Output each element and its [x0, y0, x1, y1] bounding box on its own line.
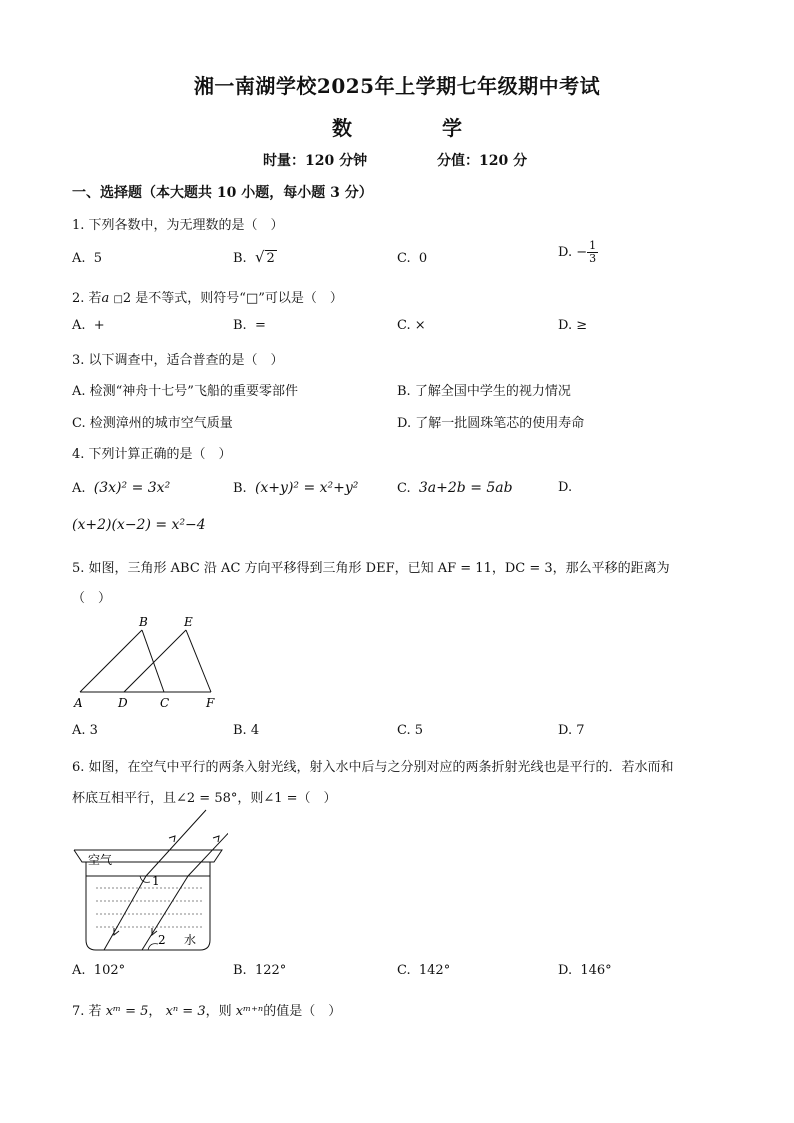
- question-4-option-d-label: D.: [558, 480, 573, 495]
- incident-ray-2: [188, 810, 228, 876]
- question-2-stem: 2. 若a □2 是不等式，则符号“□”可以是（ ）: [72, 291, 343, 306]
- translation-triangle-figure: [66, 612, 226, 712]
- question-6-option-b: B. 122°: [233, 963, 287, 978]
- question-2-option-c: C. ×: [397, 318, 426, 333]
- question-5-option-b: B. 4: [233, 723, 260, 738]
- label-b: B: [139, 615, 148, 629]
- question-3-option-c: C. 检测漳州的城市空气质量: [72, 416, 233, 431]
- air-label: 空气: [88, 853, 113, 867]
- question-1-option-d: D. − $\frac{1}{3}$: [558, 239, 597, 265]
- segment-bc: [142, 630, 164, 692]
- question-7-stem: 7. 若 xᵐ = 5， xⁿ = 3，则 xᵐ⁺ⁿ的值是（ ）: [72, 1004, 342, 1019]
- question-5-stem-line2: （ ）: [72, 591, 112, 606]
- label-f: F: [206, 696, 215, 710]
- water-label: 水: [184, 933, 197, 947]
- fraction-one-third: $\frac{1}{3}$: [589, 239, 597, 265]
- question-5-option-d: D. 7: [558, 723, 585, 738]
- exam-time: 时量：120 分钟: [263, 153, 368, 169]
- question-3-option-b: B. 了解全国中学生的视力情况: [397, 384, 571, 399]
- question-5-option-a: A. 3: [72, 723, 98, 738]
- question-6-option-a: A. 102°: [72, 963, 126, 978]
- exam-score: 分值：120 分: [437, 153, 528, 169]
- question-3-stem: 3. 以下调查中，适合普查的是（ ）: [72, 353, 284, 368]
- section-heading-choice: 一、选择题（本大题共 10 小题，每小题 3 分）: [72, 185, 373, 201]
- question-1-option-b: B. √ 2: [233, 248, 275, 266]
- label-e: E: [184, 615, 193, 629]
- arrow-icon: [169, 836, 175, 842]
- question-6-option-c: C. 142°: [397, 963, 451, 978]
- question-1-option-a: A. 5: [72, 251, 103, 266]
- subject-char-a: 数: [332, 116, 353, 140]
- label-a: A: [74, 696, 83, 710]
- light-refraction-figure: [68, 808, 228, 958]
- arrow-icon: [213, 836, 219, 842]
- question-4-stem: 4. 下列计算正确的是（ ）: [72, 447, 232, 462]
- label-c: C: [160, 696, 170, 710]
- question-6-stem-line2: 杯底互相平行，且∠2 = 58°，则∠1 =（ ）: [72, 791, 337, 806]
- question-3-option-a: A. 检测“神舟十七号”飞船的重要零部件: [72, 384, 298, 399]
- question-4-option-a: A. (3x)² = 3x²: [72, 480, 171, 496]
- question-2-option-b: B. =: [233, 318, 266, 333]
- subject-char-b: 学: [441, 116, 462, 140]
- question-1-stem: 1. 下列各数中，为无理数的是（ ）: [72, 218, 284, 233]
- segment-ef: [186, 630, 211, 692]
- exam-title: 湘一南湖学校2025年上学期七年级期中考试: [193, 74, 601, 98]
- question-5-stem-line1: 5. 如图，三角形 ABC 沿 AC 方向平移得到三角形 DEF，已知 AF = 11，DC = 3，那么平移的距离为: [72, 561, 670, 576]
- question-6-option-d: D. 146°: [558, 963, 612, 978]
- question-4-option-c: C. 3a+2b = 5ab: [397, 480, 513, 496]
- question-6-stem-line1: 6. 如图，在空气中平行的两条入射光线，射入水中后与之分别对应的两条折射光线也是平行的．若水而和: [72, 760, 674, 775]
- question-2-option-d: D. ≥: [558, 318, 588, 333]
- label-d: D: [118, 696, 128, 710]
- question-5-option-c: C. 5: [397, 723, 424, 738]
- question-4-option-d: (x+2)(x−2) = x²−4: [72, 517, 206, 533]
- angle-2-arc: [148, 944, 158, 950]
- angle-2-label: 2: [158, 933, 166, 947]
- angle-1-label: 1: [152, 874, 160, 888]
- refracted-ray-1: [104, 876, 146, 950]
- question-2-option-a: A. +: [72, 318, 105, 333]
- question-4-option-b: B. (x+y)² = x²+y²: [233, 480, 359, 496]
- question-1-option-c: C. 0: [397, 251, 428, 266]
- sqrt-symbol: √: [254, 248, 265, 266]
- question-3-option-d: D. 了解一批圆珠笔芯的使用寿命: [397, 416, 585, 431]
- subject-title: [0, 112, 794, 141]
